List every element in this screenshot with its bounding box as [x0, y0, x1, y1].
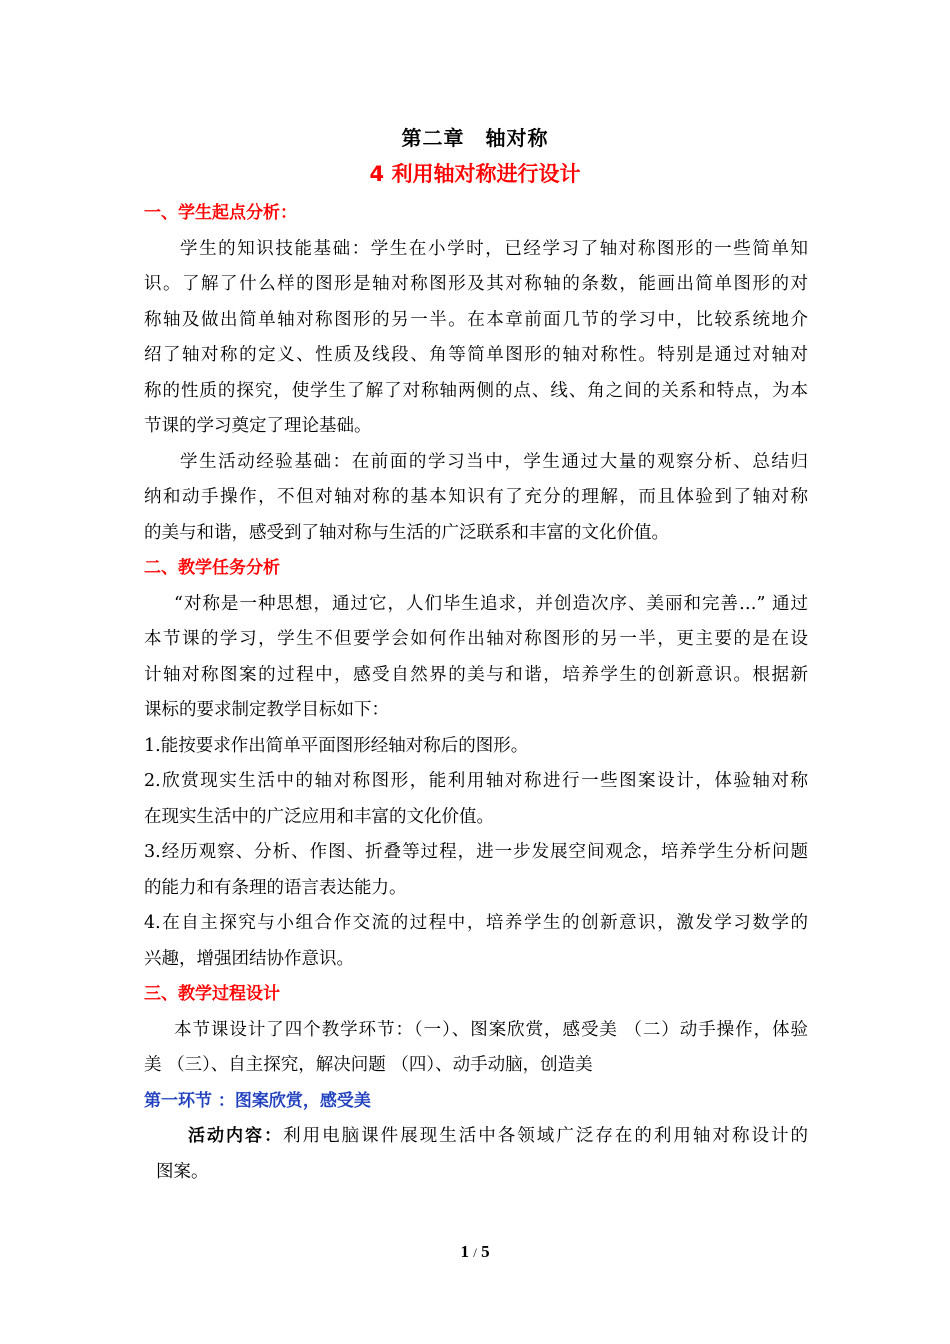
activity-line [144, 1119, 808, 1155]
activity-label: 活动内容： [188, 1126, 284, 1146]
text-line: 识。了解了什么样的图形是轴对称图形及其对称轴的条数，能画出简单图形的对 [144, 274, 808, 294]
text-line: “对称是一种思想，通过它，人们毕生追求，并创造次序、美丽和完善…” 通过 [174, 593, 808, 614]
text-line: 节课的学习奠定了理论基础。 [144, 416, 372, 436]
text-line: 课标的要求制定教学目标如下： [144, 700, 389, 720]
document-body [144, 196, 808, 1190]
text-line: 学生活动经验基础：在前面的学习当中，学生通过大量的观察分析、总结归 [180, 451, 808, 472]
goal-4 [144, 906, 808, 977]
section1-heading: 一、学生起点分析： [144, 203, 297, 223]
section2-intro [144, 587, 808, 729]
text-line: 的美与和谐，感受到了轴对称与生活的广泛联系和丰富的文化价值。 [144, 522, 669, 543]
step1-heading: 第一环节 ：图案欣赏，感受美 [144, 1090, 371, 1111]
section2-heading: 二、教学任务分析 [144, 558, 280, 578]
section3-intro [144, 1013, 808, 1084]
chapter-title: 第二章 轴对称 [401, 126, 549, 150]
activity-content [144, 1119, 808, 1190]
text-line: 学生的知识技能基础：学生在小学时，已经学习了轴对称图形的一些简单知 [180, 238, 808, 259]
text-line: 在现实生活中的广泛应用和丰富的文化价值。 [144, 806, 494, 827]
text-line: 兴趣，增强团结协作意识。 [144, 948, 354, 969]
section3-heading: 三、教学过程设计 [144, 984, 280, 1004]
text-line: 的能力和有条理的语言表达能力。 [144, 877, 407, 898]
text-line: 称的性质的探究，使学生了解了对称轴两侧的点、线、角之间的关系和特点，为本 [144, 380, 808, 401]
text-line: 美 （三）、自主探究，解决问题 （四）、动手动脑，创造美 [144, 1055, 593, 1075]
text-line: 绍了轴对称的定义、性质及线段、角等简单图形的轴对称性。特别是通过对轴对 [144, 345, 808, 365]
goal-3 [144, 835, 808, 906]
goal-2 [144, 764, 808, 835]
text-line: 2.欣赏现实生活中的轴对称图形，能利用轴对称进行一些图案设计，体验轴对称 [144, 771, 808, 791]
activity-text: 利用电脑课件展现生活中各领域广泛存在的利用轴对称设计的 [283, 1126, 809, 1146]
activity-tail: 图案。 [156, 1161, 209, 1182]
current-page: 1 [460, 1242, 469, 1261]
text-line: 1.能按要求作出简单平面图形经轴对称后的图形。 [144, 735, 529, 756]
goal-1 [144, 729, 808, 765]
section1-paragraph2 [144, 445, 808, 552]
text-line: 4.在自主探究与小组合作交流的过程中，培养学生的创新意识，激发学习数学的 [144, 913, 808, 933]
text-line: 称轴及做出简单轴对称图形的另一半。在本章前面几节的学习中，比较系统地介 [144, 309, 808, 330]
text-line: 计轴对称图案的过程中，感受自然界的美与和谐，培养学生的创新意识。根据新 [144, 664, 808, 685]
text-line: 3.经历观察、分析、作图、折叠等过程，进一步发展空间观念，培养学生分析问题 [144, 842, 808, 862]
text-line: 纳和动手操作，不但对轴对称的基本知识有了充分的理解，而且体验到了轴对称 [144, 487, 808, 507]
text-line: 本节课设计了四个教学环节：（一）、图案欣赏，感受美 （二）动手操作，体验 [174, 1019, 808, 1040]
page-number [0, 1242, 950, 1262]
section1-paragraph1 [144, 232, 808, 445]
total-pages: 5 [481, 1242, 490, 1261]
text-line: 本节课的学习，学生不但要学会如何作出轴对称图形的另一半，更主要的是在设 [144, 629, 808, 649]
lesson-title: 4 利用轴对称进行设计 [369, 162, 581, 186]
page-separator: / [473, 1245, 477, 1260]
